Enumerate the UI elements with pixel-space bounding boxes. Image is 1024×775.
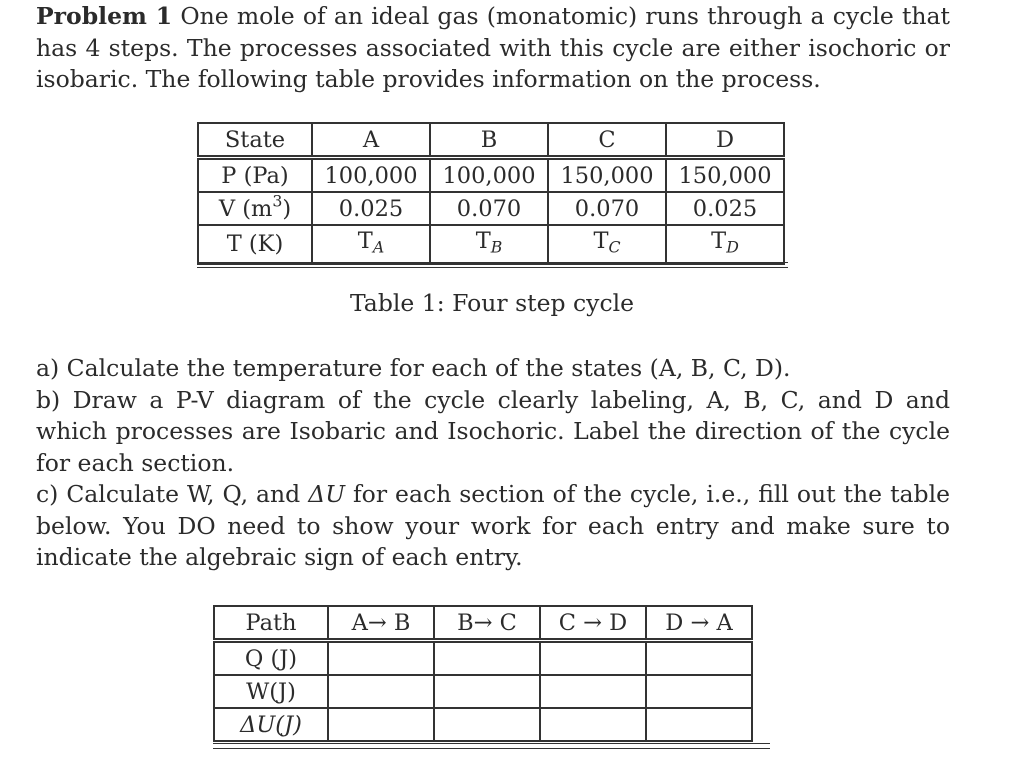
path-header-ab: A→ B <box>328 606 434 641</box>
temperature-b <box>430 225 548 264</box>
state-header-a: A <box>312 123 430 158</box>
du-row <box>214 708 752 741</box>
volume-a: 0.025 <box>312 192 430 225</box>
table-bottom-rule <box>197 262 788 268</box>
temp-subscript: D <box>726 237 739 257</box>
q-row <box>214 641 752 676</box>
path-header-da: D → A <box>646 606 752 641</box>
problem-statement <box>36 1 950 96</box>
temperature-label: T (K) <box>198 225 312 264</box>
path-table-bottom-rule <box>213 743 770 749</box>
pressure-c: 150,000 <box>548 158 666 193</box>
volume-label-exponent: 3 <box>272 191 283 211</box>
state-table-header-row <box>198 123 784 158</box>
blank-cell <box>328 641 434 676</box>
problem-text: One mole of an ideal gas (monatomic) runs through a cycle that has 4 steps. The processes associated with this cycle are either isochoric or isobaric. The following table provides information on the process. <box>36 2 950 93</box>
w-row <box>214 675 752 708</box>
questions <box>36 353 950 574</box>
path-table <box>213 605 753 742</box>
du-row-label: ΔU(J) <box>214 708 328 741</box>
blank-cell <box>434 641 540 676</box>
volume-b: 0.070 <box>430 192 548 225</box>
temp-subscript: A <box>372 237 385 257</box>
blank-cell <box>434 675 540 708</box>
state-header-c: C <box>548 123 666 158</box>
q-row-label: Q (J) <box>214 641 328 676</box>
temp-subscript: C <box>608 237 621 257</box>
blank-cell <box>646 641 752 676</box>
temperature-a <box>312 225 430 264</box>
volume-label <box>198 192 312 225</box>
pressure-row <box>198 158 784 193</box>
question-b: b) Draw a P-V diagram of the cycle clearly labeling, A, B, C, and D and which processes are Isobaric and Isochoric. Label the direction of the cycle for each section. <box>36 385 950 477</box>
temp-subscript: B <box>490 237 503 257</box>
w-row-label: W(J) <box>214 675 328 708</box>
question-c-end: for each section of the cycle, i.e., fill out the table below. You DO need to show your work for each entry and make sure to indicate the algebraic sign of each entry. <box>36 480 950 571</box>
temperature-c <box>548 225 666 264</box>
volume-label-close: ) <box>282 195 292 222</box>
question-c <box>36 479 950 574</box>
temperature-row <box>198 225 784 264</box>
state-table <box>197 122 785 265</box>
blank-cell <box>540 675 646 708</box>
table-caption: Table 1: Four step cycle <box>349 289 635 317</box>
pressure-d: 150,000 <box>666 158 784 193</box>
blank-cell <box>328 708 434 741</box>
question-a: a) Calculate the temperature for each of the states (A, B, C, D). <box>36 354 791 382</box>
problem-label: Problem 1 <box>36 2 173 30</box>
state-header-d: D <box>666 123 784 158</box>
temp-symbol: T <box>357 228 373 254</box>
pressure-a: 100,000 <box>312 158 430 193</box>
temp-symbol: T <box>711 228 727 254</box>
path-header-bc: B→ C <box>434 606 540 641</box>
question-c-start: c) Calculate W, Q, and <box>36 480 309 508</box>
blank-cell <box>646 708 752 741</box>
blank-cell <box>646 675 752 708</box>
pressure-b: 100,000 <box>430 158 548 193</box>
volume-c: 0.070 <box>548 192 666 225</box>
blank-cell <box>434 708 540 741</box>
blank-cell <box>540 641 646 676</box>
temperature-d <box>666 225 784 264</box>
temp-symbol: T <box>593 228 609 254</box>
path-header-label: Path <box>214 606 328 641</box>
blank-cell <box>540 708 646 741</box>
state-header-label: State <box>198 123 312 158</box>
delta-u-symbol: ΔU <box>308 480 345 508</box>
state-header-b: B <box>430 123 548 158</box>
path-table-header-row <box>214 606 752 641</box>
volume-d: 0.025 <box>666 192 784 225</box>
volume-row <box>198 192 784 225</box>
path-header-cd: C → D <box>540 606 646 641</box>
volume-label-base: V (m <box>218 195 273 222</box>
blank-cell <box>328 675 434 708</box>
temp-symbol: T <box>475 228 491 254</box>
pressure-label: P (Pa) <box>198 158 312 193</box>
